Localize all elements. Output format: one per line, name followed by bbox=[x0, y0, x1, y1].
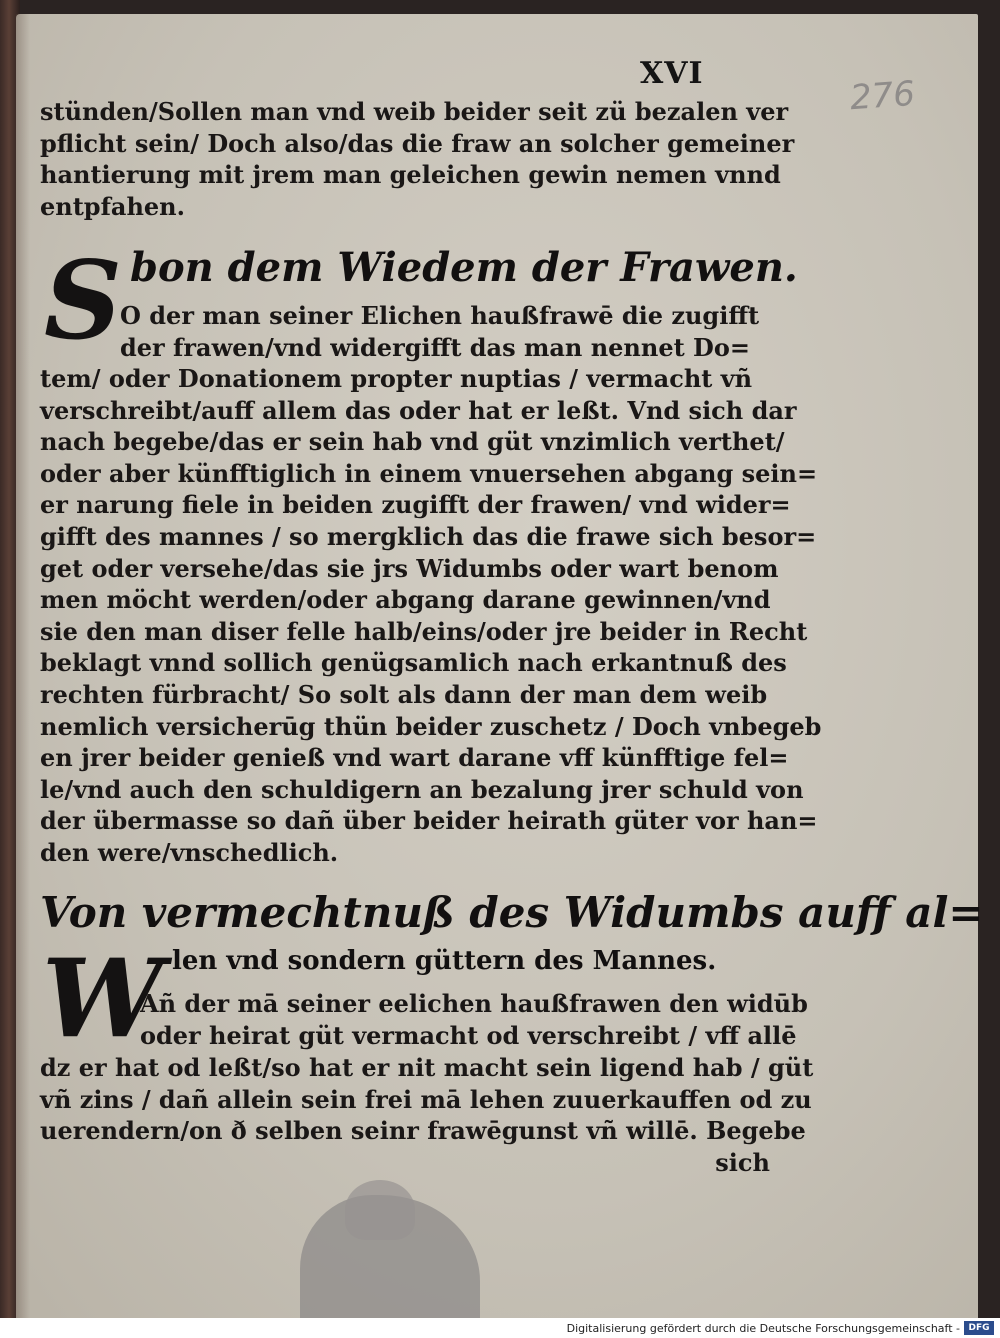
text-block-section2 bbox=[40, 1052, 814, 1178]
digitization-credit: Digitalisierung gefördert durch die Deutsche Forschungsgemeinschaft - bbox=[566, 1322, 960, 1335]
decorated-initial-w: W bbox=[42, 936, 164, 1062]
text-line: O der man seiner Elichen haußfrawē die zugifft bbox=[120, 301, 760, 330]
text-block-section1 bbox=[40, 363, 822, 869]
text-block-section1-indented bbox=[120, 300, 770, 363]
text-block-section2-indented bbox=[140, 988, 808, 1051]
section-heading-widumbs: Von vermechtnuß des Widumbs auff al= bbox=[40, 888, 984, 937]
text-line: tem/ oder Donationem propter nuptias / vermacht vñ bbox=[40, 364, 753, 393]
text-line: men möcht werden/oder abgang darane gewinnen/vnd bbox=[40, 585, 771, 615]
text-line: gifft des mannes / so mergklich das die frawe sich besor= bbox=[40, 521, 817, 551]
page-gutter-shadow bbox=[16, 14, 30, 1318]
text-line: der frawen/vnd widergifft das man nennet Do= bbox=[120, 332, 750, 362]
text-line: oder aber künfftiglich in einem vnuersehen abgang sein= bbox=[40, 458, 818, 488]
text-line: beklagt vnnd sollich genügsamlich nach erkantnuß des bbox=[40, 648, 787, 678]
text-line: der übermasse so dañ über beider heirath güter vor han= bbox=[40, 806, 818, 836]
text-line: uerendern/on ð selben seinr frawēgunst vñ willē. Begebe bbox=[40, 1116, 806, 1146]
section-heading-wiedem: bon dem Wiedem der Frawen. bbox=[130, 244, 798, 291]
text-line: oder heirat güt vermacht od verschreibt / vff allē bbox=[140, 1020, 797, 1050]
page-stain-top bbox=[345, 1180, 415, 1240]
folio-number: XVI bbox=[640, 56, 704, 91]
text-line: hantierung mit jrem man geleichen gewin nemen vnnd bbox=[40, 160, 781, 190]
text-line: rechten fürbracht/ So solt als dann der man dem weib bbox=[40, 679, 768, 709]
text-line: dz er hat od leßt/so hat er nit macht sein ligend hab / güt bbox=[40, 1053, 814, 1082]
text-line: nach begebe/das er sein hab vnd güt vnzimlich verthet/ bbox=[40, 427, 785, 457]
text-line: den were/vnschedlich. bbox=[40, 837, 339, 867]
text-block-continuation bbox=[40, 96, 795, 222]
text-line: sie den man diser felle halb/eins/oder jre beider in Recht bbox=[40, 616, 808, 646]
section-subheading-widumbs: len vnd sondern güttern des Mannes. bbox=[172, 946, 717, 976]
dfg-logo: DFG bbox=[964, 1321, 994, 1335]
text-line: nemlich versicherūg thün beider zuschetz / Doch vnbegeb bbox=[40, 711, 822, 741]
decorated-initial-s: S bbox=[44, 238, 122, 364]
pencil-page-number: 276 bbox=[848, 73, 917, 119]
text-line: verschreibt/auff allem das oder hat er leßt. Vnd sich dar bbox=[40, 395, 797, 425]
text-line: vñ zins / dañ allein sein frei mā lehen zuuerkauffen od zu bbox=[40, 1084, 812, 1114]
text-line: get oder versehe/das sie jrs Widumbs oder wart benom bbox=[40, 553, 779, 583]
text-line: en jrer beider genieß vnd wart darane vff künfftige fel= bbox=[40, 743, 789, 773]
text-line: Añ der mā seiner eelichen haußfrawen den widūb bbox=[140, 989, 808, 1018]
text-line: stünden/Sollen man vnd weib beider seit zü bezalen ver bbox=[40, 97, 789, 126]
text-line: er narung fiele in beiden zugifft der frawen/ vnd wider= bbox=[40, 490, 791, 520]
text-line: entpfahen. bbox=[40, 191, 185, 221]
text-line: pflicht sein/ Doch also/das die fraw an solcher gemeiner bbox=[40, 128, 795, 158]
catchword: sich bbox=[715, 1147, 770, 1177]
text-line: le/vnd auch den schuldigern an bezalung jrer schuld von bbox=[40, 774, 804, 804]
